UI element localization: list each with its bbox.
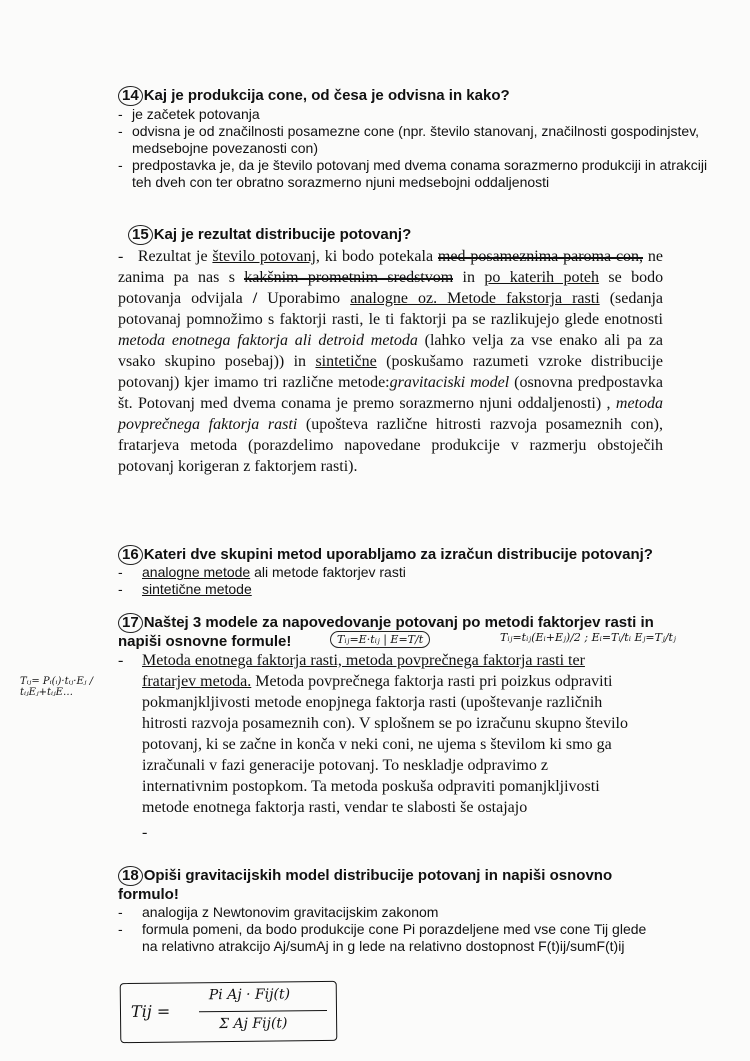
- q15-italic-2: gravitaciski model: [389, 374, 510, 391]
- q18-formula-denominator: Σ Aj Fij(t): [219, 1015, 288, 1033]
- q14-bullet-3: - predpostavka je, da je število potovanj med dvema conama sorazmerno produkciji in atrakciji teh dveh con ter obratno sorazmerno njuni medsebojni oddaljenosti: [118, 157, 708, 190]
- q14-bullet-1: - je začetek potovanja: [118, 106, 260, 122]
- q15-number: 15: [128, 225, 153, 245]
- q15-underline-3: analogne oz. Metode fakstorja rasti: [350, 290, 600, 307]
- q14-bullets: [118, 106, 718, 191]
- q17-bullet-1: - Metoda enotnega faktorja rasti, metoda povprečnega faktorja rasti ter fratarjev metoda. Metoda povprečnega faktorja rasti pri poizkus odpraviti pokmanjkljivosti metode enopjnega faktorja rasti (upoštevanje različnih hitrosti razvoja posameznih con). V splošnem se po izračunu skupno število potovanj, ki se začne in konča v neki coni, ne ujema s številom ki smo ga izračunali v fazi generacije potovanj. To neskladje odpravimo z internativnim postopkom. Ta metoda poskuša odpraviti pomanjkljivosti metode enotnega faktorja rasti, vendar te slabosti še ostajajo: [118, 652, 628, 816]
- q14-bullet-2: - odvisna je od značilnosti posamezne cone (npr. število stanovanj, značilnosti gospodinjstev, medsebojne povezanosti con): [118, 123, 700, 156]
- q15-strike-1: med posameznima paroma con,: [437, 248, 644, 265]
- q17-handwritten-formula-2: Tᵢⱼ=tᵢⱼ(Eᵢ+Eⱼ)/2 ; Eᵢ=Tᵢ/tᵢ Eⱼ=Tⱼ/tⱼ: [500, 631, 676, 644]
- q15-dash: -: [118, 248, 138, 265]
- q16-number: 16: [118, 545, 143, 565]
- q16-bullets: [118, 564, 718, 598]
- q15-strike-3: kakšnim prometnim sredstvom: [244, 269, 454, 286]
- q18-formula-box: [120, 981, 338, 1043]
- q15-italic-3: metoda povprečnega faktorja rasti: [118, 395, 663, 433]
- q18-title: [118, 866, 638, 904]
- q18-formula-fraction-bar: [199, 1010, 327, 1012]
- q16-title: [118, 545, 738, 565]
- q17-handwritten-formula-3: Tᵢⱼ= Pᵢ(ᵢ)·tᵢⱼ·Eⱼ / tᵢⱼEⱼ+tᵢⱼE…: [20, 676, 93, 698]
- q17-bullet-2: -: [142, 824, 148, 841]
- q18-title-text: Opiši gravitacijskih model distribucije potovanj in napiši osnovno formulo!: [118, 867, 613, 903]
- q17-method-text: Metoda povprečnega faktorja rasti pri poizkus odpraviti pokmanjkljivosti metode enopjnega faktorja rasti (upoštevanje različnih hitrosti razvoja posameznih con). V splošnem se po izračunu skupno število potovanj, ki se začne in konča v neki coni, ne ujema s številom ki smo ga izračunali v fazi generacije potovanj. To neskladje odpravimo z internativnim postopkom. Ta metoda poskuša odpraviti pomanjkljivosti metode enotnega faktorja rasti, vendar te slabosti še ostajajo: [142, 673, 628, 816]
- q15-answer: - Rezultat je število potovanj, ki bodo potekala med posameznima paroma con, ne zanima pa nas s kakšnim prometnim sredstvom in po katerih poteh se bodo potovanja odvijala / Uporabimo analogne oz. Metode fakstorja rasti (sedanja potovanaj pomnožimo s faktorji rasti, le ti faktorji pa se razlikujejo glede enotnosti metoda enotnega faktorja ali detroid metoda (lahko velja za vse enako ali pa za vsako skupino posebaj)) in sintetične (poskušamo razumeti vzroke distribucije potovanj) kjer imamo tri različne metode:gravitaciski model (osnovna predpostavka št. Potovanj med dvema conama je premo sorazmerno njuni oddaljenosti) , metoda povprečnega faktorja rasti (upošteva različne hitrosti razvoja posameznih con), fratarjeva metoda (porazdelimo napovedane produkcije v razmerju obstoječih potovanj korigeran z faktorjem rasti).: [118, 248, 664, 475]
- q17-title-text: Naštej 3 modele za napovedovanje potovanj po metodi faktorjev rasti in napiši osnovne formule!: [118, 614, 654, 650]
- q15-strike-2: ne zanima: [118, 248, 663, 286]
- q14-number: 14: [118, 86, 143, 106]
- q17-method-names: Metoda enotnega faktorja rasti, metoda povprečnega faktorja rasti ter fratarjev metoda.: [142, 652, 585, 690]
- q17-number: 17: [118, 613, 143, 633]
- q18-bullets: [118, 904, 658, 955]
- q14-title: [118, 86, 718, 106]
- q17-answer: [118, 650, 638, 843]
- q16-bullet-2: - sintetične metode: [118, 581, 252, 597]
- q15-italic-1: metoda enotnega faktorja ali detroid metoda: [118, 332, 418, 349]
- q15-underline-1: število potovanj,: [212, 248, 320, 265]
- q18-formula-numerator: Pi Aj · Fij(t): [208, 986, 291, 1004]
- q17-handwritten-formula-1: Tᵢⱼ=E·tᵢⱼ | E=T/t: [330, 631, 430, 648]
- q15-title: [128, 225, 728, 245]
- q16-title-text: Kateri dve skupini metod uporabljamo za izračun distribucije potovanj?: [143, 546, 653, 563]
- q18-bullet-1: - analogija z Newtonovim gravitacijskim zakonom: [118, 904, 439, 920]
- q16-bullet-1: - analogne metode ali metode faktorjev rasti: [118, 564, 406, 580]
- q15-underline-4: sintetične: [315, 353, 377, 370]
- q18-formula-lhs: Tij =: [130, 1001, 171, 1022]
- q18-number: 18: [118, 866, 143, 886]
- q18-bullet-2: - formula pomeni, da bodo produkcije cone Pi porazdeljene med vse cone Tij glede na relativno atrakcijo Aj/sumAj in g lede na relativno dostopnost F(t)ij/sumF(t)ij: [118, 921, 647, 954]
- q15-underline-2: po katerih poteh: [484, 269, 600, 286]
- q14-title-text: Kaj je produkcija cone, od česa je odvisna in kako?: [143, 87, 510, 104]
- q15-title-text: Kaj je rezultat distribucije potovanj?: [153, 226, 412, 243]
